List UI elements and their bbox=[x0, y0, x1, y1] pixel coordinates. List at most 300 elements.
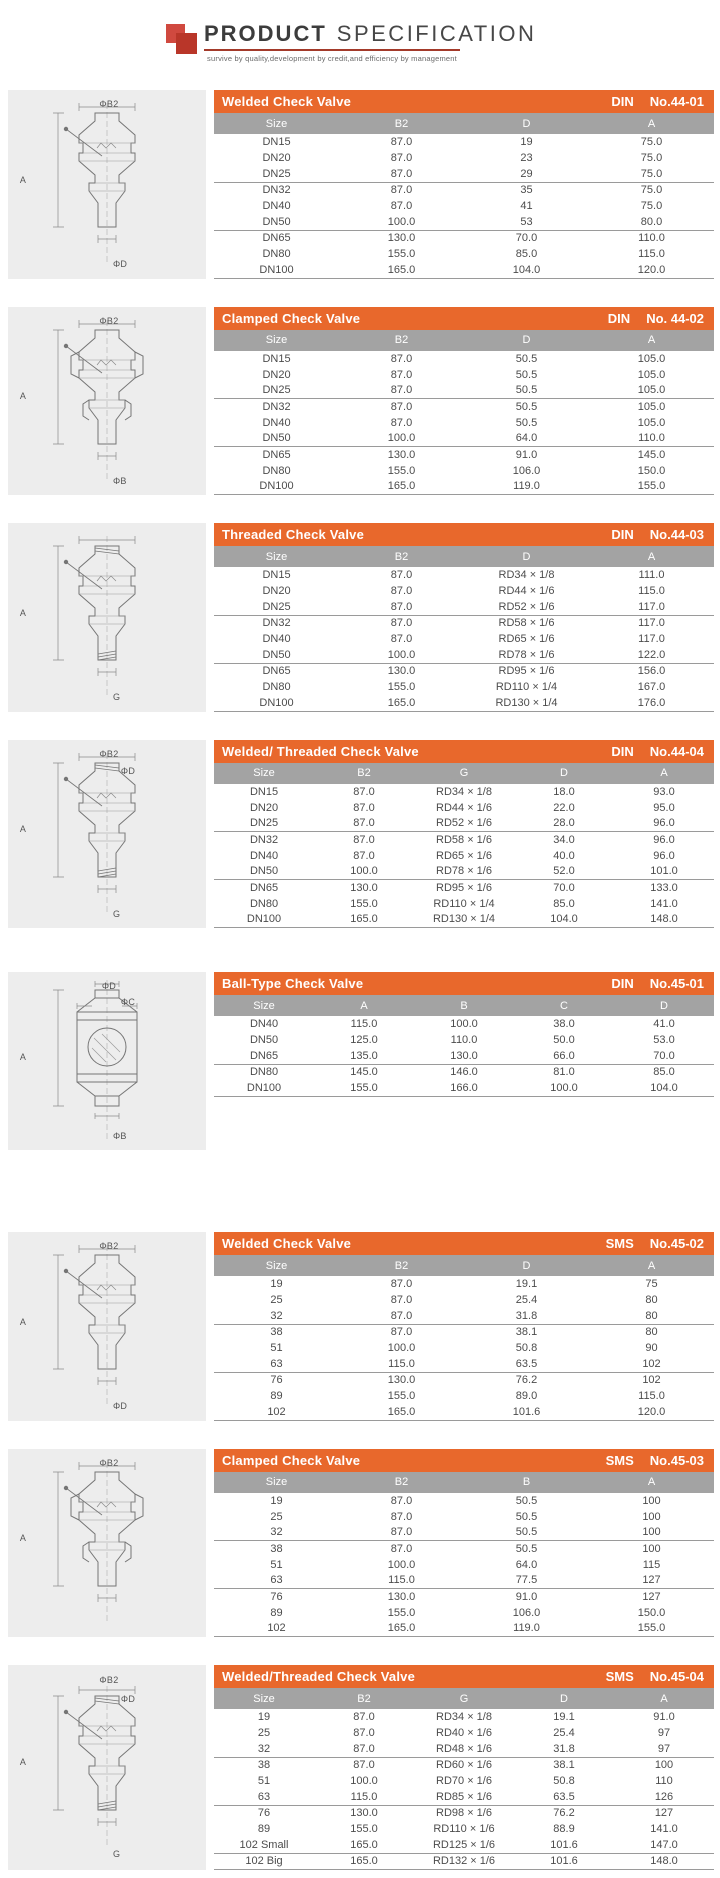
table-cell: 87.0 bbox=[390, 1326, 413, 1339]
table-cell: 101.6 bbox=[514, 1837, 614, 1853]
table-cell: 63.5 bbox=[514, 1789, 614, 1805]
column-header: C bbox=[514, 995, 614, 1016]
page-title bbox=[204, 21, 537, 46]
table-cell: 64.0 bbox=[515, 1558, 538, 1571]
table-cell: 130.0 bbox=[350, 881, 378, 894]
table-title: Ball-Type Check Valve bbox=[222, 976, 364, 991]
table-row bbox=[214, 800, 714, 816]
column-header: A bbox=[614, 1688, 714, 1709]
table-row bbox=[214, 599, 714, 615]
table-cell: DN32 bbox=[262, 184, 291, 197]
table-cell: 50.5 bbox=[515, 400, 538, 413]
table-row bbox=[214, 150, 714, 166]
column-header-row bbox=[214, 995, 714, 1016]
table-cell: 101.6 bbox=[514, 1853, 614, 1869]
table-row bbox=[214, 447, 714, 463]
valve-drawing bbox=[8, 1232, 206, 1421]
table-cell: 32 bbox=[214, 1741, 314, 1757]
code-label: No.44-04 bbox=[649, 743, 704, 759]
table-cell: 155.0 bbox=[387, 1390, 416, 1402]
table-cell: 104.0 bbox=[464, 262, 589, 278]
column-header: Size bbox=[214, 995, 314, 1016]
table-cell: 126 bbox=[614, 1789, 714, 1805]
table-row bbox=[214, 832, 714, 848]
dim-label-mid: ΦD bbox=[120, 765, 136, 776]
column-header-row bbox=[214, 546, 714, 567]
valve-drawing-panel bbox=[8, 1665, 206, 1870]
table-cell: DN65 bbox=[249, 881, 279, 894]
table-row bbox=[214, 134, 714, 150]
table-row bbox=[214, 1404, 714, 1420]
dim-label-bottom: G bbox=[112, 908, 121, 919]
table-cell: 102 bbox=[642, 1374, 661, 1387]
table-cell: DN80 bbox=[262, 681, 291, 693]
spec-table bbox=[214, 1688, 714, 1870]
table-cell: 93.0 bbox=[653, 785, 675, 798]
table-cell: 119.0 bbox=[464, 479, 589, 495]
table-cell: DN32 bbox=[262, 617, 291, 630]
valve-drawing-svg bbox=[12, 316, 202, 486]
table-cell: 105.0 bbox=[637, 352, 666, 365]
table-row bbox=[214, 383, 714, 399]
standard-label: DIN bbox=[611, 527, 634, 542]
table-row bbox=[214, 431, 714, 447]
table-row bbox=[214, 880, 714, 896]
table-cell: 91.0 bbox=[515, 1590, 538, 1603]
table-cell: 102 bbox=[214, 1621, 339, 1637]
table-title: Welded/Threaded Check Valve bbox=[222, 1669, 416, 1684]
column-header: A bbox=[589, 113, 714, 134]
table-cell: 117.0 bbox=[638, 617, 665, 630]
column-header: A bbox=[589, 1255, 714, 1276]
column-header: G bbox=[414, 763, 514, 784]
table-cell: 75.0 bbox=[640, 200, 663, 212]
table-cell: 100.0 bbox=[339, 214, 464, 230]
table-cell: 25.4 bbox=[553, 1727, 575, 1739]
valve-section bbox=[8, 740, 720, 929]
dim-label-left: A bbox=[19, 391, 27, 402]
table-cell: 176.0 bbox=[589, 695, 714, 711]
table-cell: 70.0 bbox=[614, 1048, 714, 1064]
column-header: A bbox=[614, 763, 714, 784]
table-cell: 87.0 bbox=[390, 1278, 413, 1290]
table-row bbox=[214, 399, 714, 415]
table-cell: 155.0 bbox=[589, 1621, 714, 1637]
code-label: No.44-03 bbox=[649, 527, 704, 542]
spec-table-wrap bbox=[214, 90, 714, 279]
table-cell: RD34 × 1/8 bbox=[498, 569, 555, 581]
table-cell: 130.0 bbox=[387, 232, 416, 245]
table-cell: 155.0 bbox=[589, 479, 714, 495]
brand-logo bbox=[166, 24, 204, 64]
table-cell: DN40 bbox=[262, 633, 291, 645]
table-cell: 87.0 bbox=[339, 166, 464, 182]
column-header: B2 bbox=[339, 1472, 464, 1493]
spec-table-wrap bbox=[214, 307, 714, 496]
table-cell: 122.0 bbox=[589, 647, 714, 663]
table-cell: 87.0 bbox=[390, 1494, 413, 1507]
column-header: D bbox=[464, 330, 589, 351]
table-cell: 155.0 bbox=[387, 681, 416, 693]
table-row bbox=[214, 1853, 714, 1869]
table-cell: 100 bbox=[589, 1525, 714, 1541]
table-cell: DN40 bbox=[262, 416, 291, 429]
table-cell: 87.0 bbox=[390, 368, 413, 381]
table-cell: 100.0 bbox=[350, 1775, 378, 1787]
table-cell: 75.0 bbox=[640, 152, 663, 164]
table-cell: 25.4 bbox=[515, 1294, 538, 1306]
title-underline bbox=[204, 49, 460, 51]
table-cell: 148.0 bbox=[614, 912, 714, 928]
logo-square-front-icon bbox=[176, 33, 197, 54]
table-cell: 111.0 bbox=[638, 569, 665, 581]
valve-section bbox=[8, 1665, 720, 1870]
table-row bbox=[214, 567, 714, 583]
table-cell: DN50 bbox=[214, 214, 339, 230]
table-cell: 165.0 bbox=[314, 1837, 414, 1853]
table-cell: 100.0 bbox=[387, 1558, 416, 1571]
table-cell: DN80 bbox=[262, 248, 291, 260]
table-cell: 148.0 bbox=[614, 1853, 714, 1869]
table-cell: 38.1 bbox=[553, 1759, 575, 1772]
table-title: Clamped Check Valve bbox=[222, 1452, 361, 1468]
column-header-row bbox=[214, 1472, 714, 1493]
valve-drawing bbox=[8, 1665, 206, 1870]
table-cell: 120.0 bbox=[589, 262, 714, 278]
table-cell: RD70 × 1/6 bbox=[436, 1775, 492, 1787]
table-row bbox=[214, 1356, 714, 1372]
table-row bbox=[214, 1837, 714, 1853]
table-cell: 115.0 bbox=[339, 1356, 464, 1372]
standard-label: DIN bbox=[611, 94, 634, 109]
table-cell: 63 bbox=[214, 1573, 339, 1589]
table-title-bar bbox=[214, 90, 714, 113]
table-cell: RD48 × 1/6 bbox=[414, 1741, 514, 1757]
spec-table-body bbox=[214, 1276, 714, 1420]
table-cell: 115.0 bbox=[350, 1018, 378, 1030]
spec-table bbox=[214, 1472, 714, 1638]
table-cell: 110 bbox=[655, 1775, 673, 1787]
table-cell: 102 bbox=[589, 1356, 714, 1372]
table-cell: 97 bbox=[614, 1741, 714, 1757]
valve-section bbox=[8, 972, 720, 1150]
table-standard bbox=[611, 976, 704, 991]
dim-label-left: A bbox=[19, 1052, 27, 1063]
table-cell: 87.0 bbox=[390, 633, 413, 645]
column-header: B2 bbox=[339, 113, 464, 134]
standard-label: SMS bbox=[605, 1669, 634, 1684]
table-cell: 119.0 bbox=[464, 1621, 589, 1637]
table-cell: 141.0 bbox=[650, 1823, 678, 1835]
table-cell: 165.0 bbox=[339, 479, 464, 495]
table-cell: DN25 bbox=[214, 383, 339, 399]
table-cell: 117.0 bbox=[589, 599, 714, 615]
table-cell: RD58 × 1/6 bbox=[436, 833, 492, 846]
table-row bbox=[214, 1757, 714, 1773]
valve-drawing-panel bbox=[8, 740, 206, 929]
table-cell: 141.0 bbox=[650, 897, 678, 910]
valve-drawing bbox=[8, 307, 206, 496]
table-cell: DN100 bbox=[214, 479, 339, 495]
table-cell: 91.0 bbox=[653, 1711, 675, 1723]
table-cell: 50.8 bbox=[515, 1342, 538, 1354]
table-row bbox=[214, 912, 714, 928]
dim-label-top: ΦB2 bbox=[99, 748, 119, 759]
table-row bbox=[214, 1541, 714, 1557]
table-cell: 32 bbox=[214, 1308, 339, 1324]
table-cell: DN40 bbox=[249, 1018, 279, 1030]
table-cell: 75 bbox=[645, 1278, 658, 1290]
table-cell: 53.0 bbox=[653, 1034, 675, 1046]
table-cell: 19 bbox=[270, 1278, 283, 1290]
table-cell: 87.0 bbox=[314, 1741, 414, 1757]
dim-label-top: ΦB2 bbox=[99, 315, 119, 326]
table-row bbox=[214, 1080, 714, 1096]
table-cell: 63 bbox=[214, 1356, 339, 1372]
table-cell: RD78 × 1/6 bbox=[414, 864, 514, 880]
tagline: survive by quality,development by credit,and efficiency by management bbox=[207, 54, 457, 64]
table-cell: 38 bbox=[257, 1759, 271, 1772]
table-cell: RD110 × 1/4 bbox=[433, 897, 495, 910]
dim-label-top: ΦB2 bbox=[99, 1241, 119, 1252]
table-cell: 50.5 bbox=[464, 383, 589, 399]
valve-section bbox=[8, 90, 720, 279]
table-row bbox=[214, 663, 714, 679]
table-cell: 115 bbox=[642, 1558, 661, 1571]
table-title-bar bbox=[214, 1449, 714, 1472]
table-row bbox=[214, 1573, 714, 1589]
table-row bbox=[214, 1589, 714, 1605]
column-header: Size bbox=[214, 113, 339, 134]
table-cell: DN100 bbox=[214, 695, 339, 711]
table-cell: DN80 bbox=[262, 464, 291, 477]
table-cell: 100.0 bbox=[450, 1018, 478, 1030]
valve-drawing-panel bbox=[8, 523, 206, 712]
table-cell: 76.2 bbox=[553, 1807, 575, 1820]
table-row bbox=[214, 1621, 714, 1637]
table-cell: 64.0 bbox=[464, 431, 589, 447]
table-cell: 127 bbox=[589, 1573, 714, 1589]
column-header-row bbox=[214, 330, 714, 351]
code-label: No.45-02 bbox=[649, 1236, 704, 1251]
table-cell: RD52 × 1/6 bbox=[414, 816, 514, 832]
column-header: A bbox=[314, 995, 414, 1016]
table-row bbox=[214, 1741, 714, 1757]
table-cell: 25 bbox=[257, 1727, 271, 1739]
table-cell: 100 bbox=[654, 1759, 674, 1772]
table-cell: 120.0 bbox=[589, 1404, 714, 1420]
table-row bbox=[214, 262, 714, 278]
valve-section bbox=[8, 523, 720, 712]
table-row bbox=[214, 816, 714, 832]
table-cell: 146.0 bbox=[450, 1066, 478, 1079]
table-cell: 87.0 bbox=[390, 152, 413, 164]
dim-label-bottom: G bbox=[112, 1849, 121, 1860]
table-cell: 87.0 bbox=[390, 352, 413, 365]
table-row bbox=[214, 214, 714, 230]
table-cell: 87.0 bbox=[390, 184, 413, 197]
table-cell: 63 bbox=[214, 1789, 314, 1805]
table-cell: RD58 × 1/6 bbox=[498, 617, 555, 630]
table-cell: 87.0 bbox=[353, 849, 375, 862]
table-cell: 105.0 bbox=[637, 400, 666, 413]
table-cell: DN15 bbox=[262, 136, 291, 148]
table-cell: 165.0 bbox=[339, 262, 464, 278]
table-row bbox=[214, 1493, 714, 1509]
table-cell: 105.0 bbox=[589, 383, 714, 399]
column-header: B2 bbox=[339, 546, 464, 567]
column-header: D bbox=[514, 1688, 614, 1709]
table-cell: 50.5 bbox=[515, 1510, 538, 1523]
table-cell: 100 bbox=[642, 1494, 661, 1507]
spec-table-wrap bbox=[214, 740, 714, 929]
table-cell: RD44 × 1/6 bbox=[498, 585, 555, 597]
standard-label: DIN bbox=[611, 976, 634, 991]
table-cell: 89 bbox=[270, 1606, 283, 1619]
page-header bbox=[166, 22, 720, 64]
table-cell: 28.0 bbox=[514, 816, 614, 832]
dim-label-mid: ΦC bbox=[120, 996, 136, 1007]
column-header: D bbox=[464, 1255, 589, 1276]
table-cell: DN32 bbox=[249, 833, 279, 846]
table-cell: 22.0 bbox=[553, 801, 575, 814]
column-header: D bbox=[464, 546, 589, 567]
table-cell: 76 bbox=[270, 1590, 283, 1603]
table-cell: DN20 bbox=[262, 585, 291, 597]
table-row bbox=[214, 351, 714, 367]
code-label: No.44-01 bbox=[649, 94, 704, 109]
table-cell: 25 bbox=[270, 1294, 283, 1306]
table-cell: DN20 bbox=[262, 368, 291, 381]
table-row bbox=[214, 1324, 714, 1340]
valve-drawing-panel bbox=[8, 90, 206, 279]
table-cell: DN50 bbox=[214, 864, 314, 880]
table-cell: DN25 bbox=[214, 166, 339, 182]
page-title-secondary: SPECIFICATION bbox=[336, 21, 537, 46]
table-cell: 87.0 bbox=[390, 416, 413, 429]
valve-section bbox=[8, 307, 720, 496]
table-title: Clamped Check Valve bbox=[222, 310, 361, 326]
table-cell: RD98 × 1/6 bbox=[436, 1807, 492, 1820]
table-cell: 50.5 bbox=[515, 368, 538, 381]
spec-table-wrap bbox=[214, 1449, 714, 1638]
table-cell: DN100 bbox=[214, 1080, 314, 1096]
valve-drawing bbox=[8, 90, 206, 279]
table-cell: 38 bbox=[270, 1326, 283, 1339]
code-label: No.45-04 bbox=[649, 1669, 704, 1684]
table-cell: 102 Small bbox=[214, 1837, 314, 1853]
table-cell: 96.0 bbox=[653, 833, 675, 846]
table-cell: DN40 bbox=[262, 200, 291, 212]
table-row bbox=[214, 1372, 714, 1388]
table-cell: 104.0 bbox=[614, 1080, 714, 1096]
table-cell: RD85 × 1/6 bbox=[414, 1789, 514, 1805]
valve-drawing-svg bbox=[12, 1458, 202, 1628]
table-cell: 19 bbox=[257, 1711, 271, 1723]
table-cell: 50.5 bbox=[464, 1525, 589, 1541]
table-cell: 166.0 bbox=[414, 1080, 514, 1096]
spec-table bbox=[214, 546, 714, 712]
table-cell: 31.8 bbox=[514, 1741, 614, 1757]
table-cell: DN65 bbox=[262, 232, 291, 245]
dim-label-mid: ΦD bbox=[120, 1693, 136, 1704]
table-cell: 87.0 bbox=[339, 1308, 464, 1324]
valve-drawing-svg bbox=[12, 99, 202, 269]
table-cell: 70.0 bbox=[515, 232, 538, 245]
column-header: A bbox=[589, 546, 714, 567]
valve-section bbox=[8, 1449, 720, 1638]
table-cell: 87.0 bbox=[390, 617, 413, 630]
dim-label-bottom: G bbox=[112, 692, 121, 703]
table-cell: 101.6 bbox=[464, 1404, 589, 1420]
valve-drawing bbox=[8, 972, 206, 1150]
table-cell: 85.0 bbox=[553, 897, 575, 910]
dim-label-left: A bbox=[19, 607, 27, 618]
column-header: Size bbox=[214, 763, 314, 784]
table-cell: 106.0 bbox=[512, 1606, 541, 1619]
column-header: Size bbox=[214, 546, 339, 567]
table-cell: 135.0 bbox=[314, 1048, 414, 1064]
valve-drawing-panel bbox=[8, 972, 206, 1150]
spec-table-body bbox=[214, 1493, 714, 1637]
table-cell: 75.0 bbox=[640, 184, 663, 197]
table-row bbox=[214, 1709, 714, 1725]
table-cell: 19.1 bbox=[553, 1711, 575, 1723]
table-cell: 156.0 bbox=[637, 665, 666, 678]
table-cell: 50.0 bbox=[553, 1034, 575, 1046]
table-cell: 87.0 bbox=[353, 801, 375, 814]
table-cell: 130.0 bbox=[387, 1374, 416, 1387]
table-cell: 89 bbox=[270, 1390, 283, 1402]
column-header: Size bbox=[214, 330, 339, 351]
table-cell: 125.0 bbox=[350, 1034, 378, 1046]
table-cell: RD60 × 1/6 bbox=[436, 1759, 492, 1772]
table-cell: 87.0 bbox=[353, 1727, 375, 1739]
table-cell: 145.0 bbox=[637, 448, 666, 461]
table-cell: 19 bbox=[270, 1494, 283, 1507]
table-cell: 96.0 bbox=[653, 849, 675, 862]
table-cell: 87.0 bbox=[390, 1294, 413, 1306]
column-header: B bbox=[414, 995, 514, 1016]
dim-label-top: ΦD bbox=[101, 980, 117, 991]
table-cell: 130.0 bbox=[350, 1807, 378, 1820]
table-cell: 102 bbox=[214, 1404, 339, 1420]
table-cell: RD65 × 1/6 bbox=[498, 633, 555, 645]
table-standard bbox=[606, 1236, 704, 1251]
table-cell: 115.0 bbox=[638, 1390, 665, 1402]
table-standard bbox=[611, 527, 704, 542]
column-header-row bbox=[214, 1255, 714, 1276]
sections bbox=[0, 90, 720, 1870]
table-cell: 115.0 bbox=[339, 1573, 464, 1589]
valve-drawing-svg bbox=[12, 976, 202, 1146]
table-cell: 130.0 bbox=[414, 1048, 514, 1064]
table-cell: 110.0 bbox=[450, 1034, 478, 1046]
column-header: Size bbox=[214, 1472, 339, 1493]
table-cell: 23 bbox=[520, 152, 533, 164]
table-row bbox=[214, 1789, 714, 1805]
table-cell: DN65 bbox=[262, 665, 291, 678]
dim-label-left: A bbox=[19, 1316, 27, 1327]
table-cell: 70.0 bbox=[553, 881, 575, 894]
table-cell: 51 bbox=[257, 1775, 271, 1787]
table-cell: RD125 × 1/6 bbox=[414, 1837, 514, 1853]
table-title-bar bbox=[214, 523, 714, 546]
table-cell: 76 bbox=[270, 1374, 283, 1387]
table-row bbox=[214, 1308, 714, 1324]
table-cell: DN20 bbox=[262, 152, 291, 164]
table-cell: 87.0 bbox=[390, 1510, 413, 1523]
